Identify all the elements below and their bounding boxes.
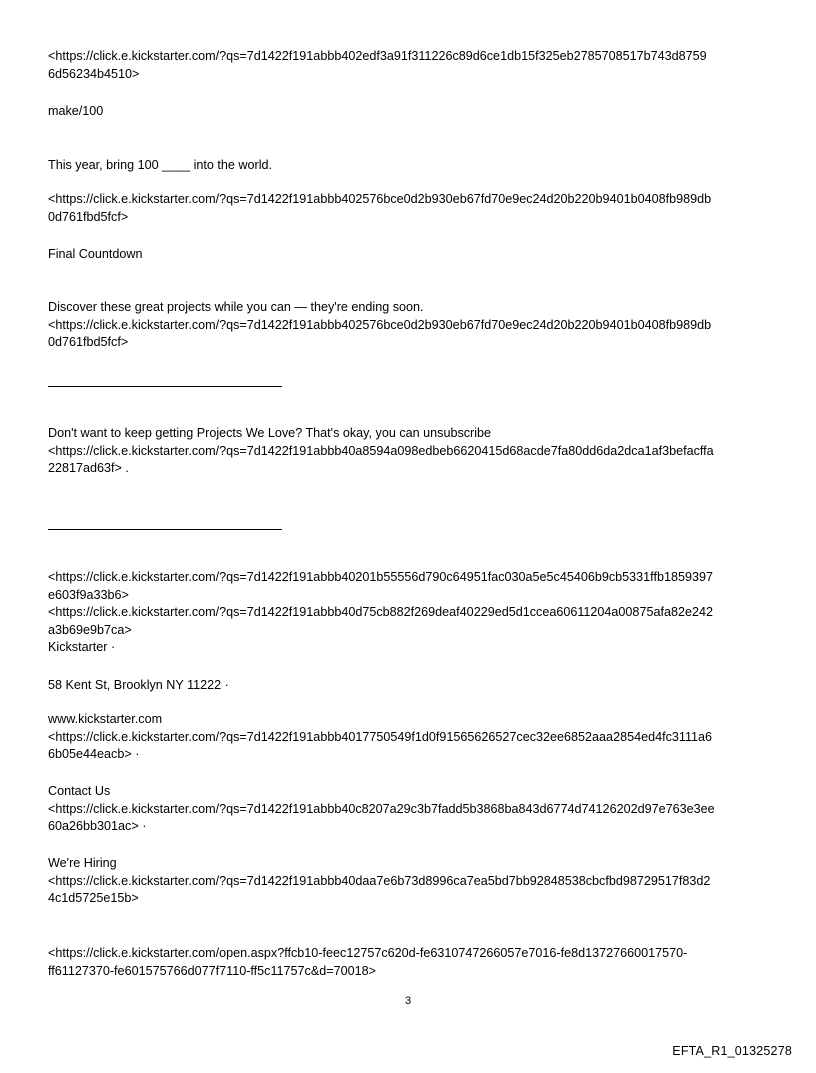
make100-title: make/100	[48, 104, 104, 118]
open-tracking-link[interactable]: <https://click.e.kickstarter.com/open.aspx?ffcb10-feec12757c620d-fe6310747266057e7016-fe8d13727660017570- ff61127370-fe601575766d077f7110-ff5c11757c&d=70018>	[48, 946, 688, 978]
page-number: 3	[404, 995, 412, 1007]
website-link[interactable]: www.kickstarter.com <https://click.e.kickstarter.com/?qs=7d1422f191abbb4017750549f1d0f91565626527cec32ee6852aaa2854ed4fc3111a6 6b05e44eacb> ·	[48, 712, 713, 761]
bates-number: EFTA_R1_01325278	[672, 1044, 792, 1058]
countdown-title: Final Countdown	[48, 247, 143, 261]
divider-1	[48, 386, 282, 387]
make100-text: This year, bring 100 ____ into the world.	[48, 158, 273, 172]
unsubscribe-text: Don't want to keep getting Projects We Love? That's okay, you can unsubscribe <https://click.e.kickstarter.com/?qs=7d1422f191abbb40a8594a098edbeb6620415d68acde7fa80dd6da2dca1af3befacffa 22817ad63f> .	[48, 426, 714, 475]
divider-2	[48, 529, 282, 530]
address: 58 Kent St, Brooklyn NY 11222 ·	[48, 678, 229, 692]
countdown-link[interactable]: <https://click.e.kickstarter.com/?qs=7d1422f191abbb402576bce0d2b930eb67fd70e9ec24d20b220b9401b0408fb989db 0d761fbd5fcf>	[48, 192, 712, 224]
contact-link[interactable]: Contact Us <https://click.e.kickstarter.com/?qs=7d1422f191abbb40c8207a29c3b7fadd5b3868ba843d6774d74126202d97e763e3ee 60a26bb301ac> ·	[48, 784, 715, 833]
make100-link[interactable]: <https://click.e.kickstarter.com/?qs=7d1422f191abbb402edf3a91f311226c89d6ce1db15f325eb2785708517b743d8759 6d56234b4510>	[48, 49, 707, 81]
countdown-text: Discover these great projects while you can — they're ending soon. <https://click.e.kickstarter.com/?qs=7d1422f191abbb402576bce0d2b930eb67fd70e9ec24d20b220b9401b0408fb989db 0d761fbd5fcf>	[48, 300, 712, 349]
footer-links[interactable]: <https://click.e.kickstarter.com/?qs=7d1422f191abbb40201b55556d790c64951fac030a5e5c45406b9cb5331ffb1859397 e603f9a33b6> <https://click.e.kickstarter.com/?qs=7d1422f191abbb40d75cb882f269deaf40229ed5d1ccea60611204a00875afa82e242 a3b69e9b7ca> Kickstarter ·	[48, 570, 713, 654]
hiring-link[interactable]: We're Hiring <https://click.e.kickstarter.com/?qs=7d1422f191abbb40daa7e6b73d8996ca7ea5bd7bb92848538cbcfbd98729517f83d2 4c1d5725e15b>	[48, 856, 711, 905]
